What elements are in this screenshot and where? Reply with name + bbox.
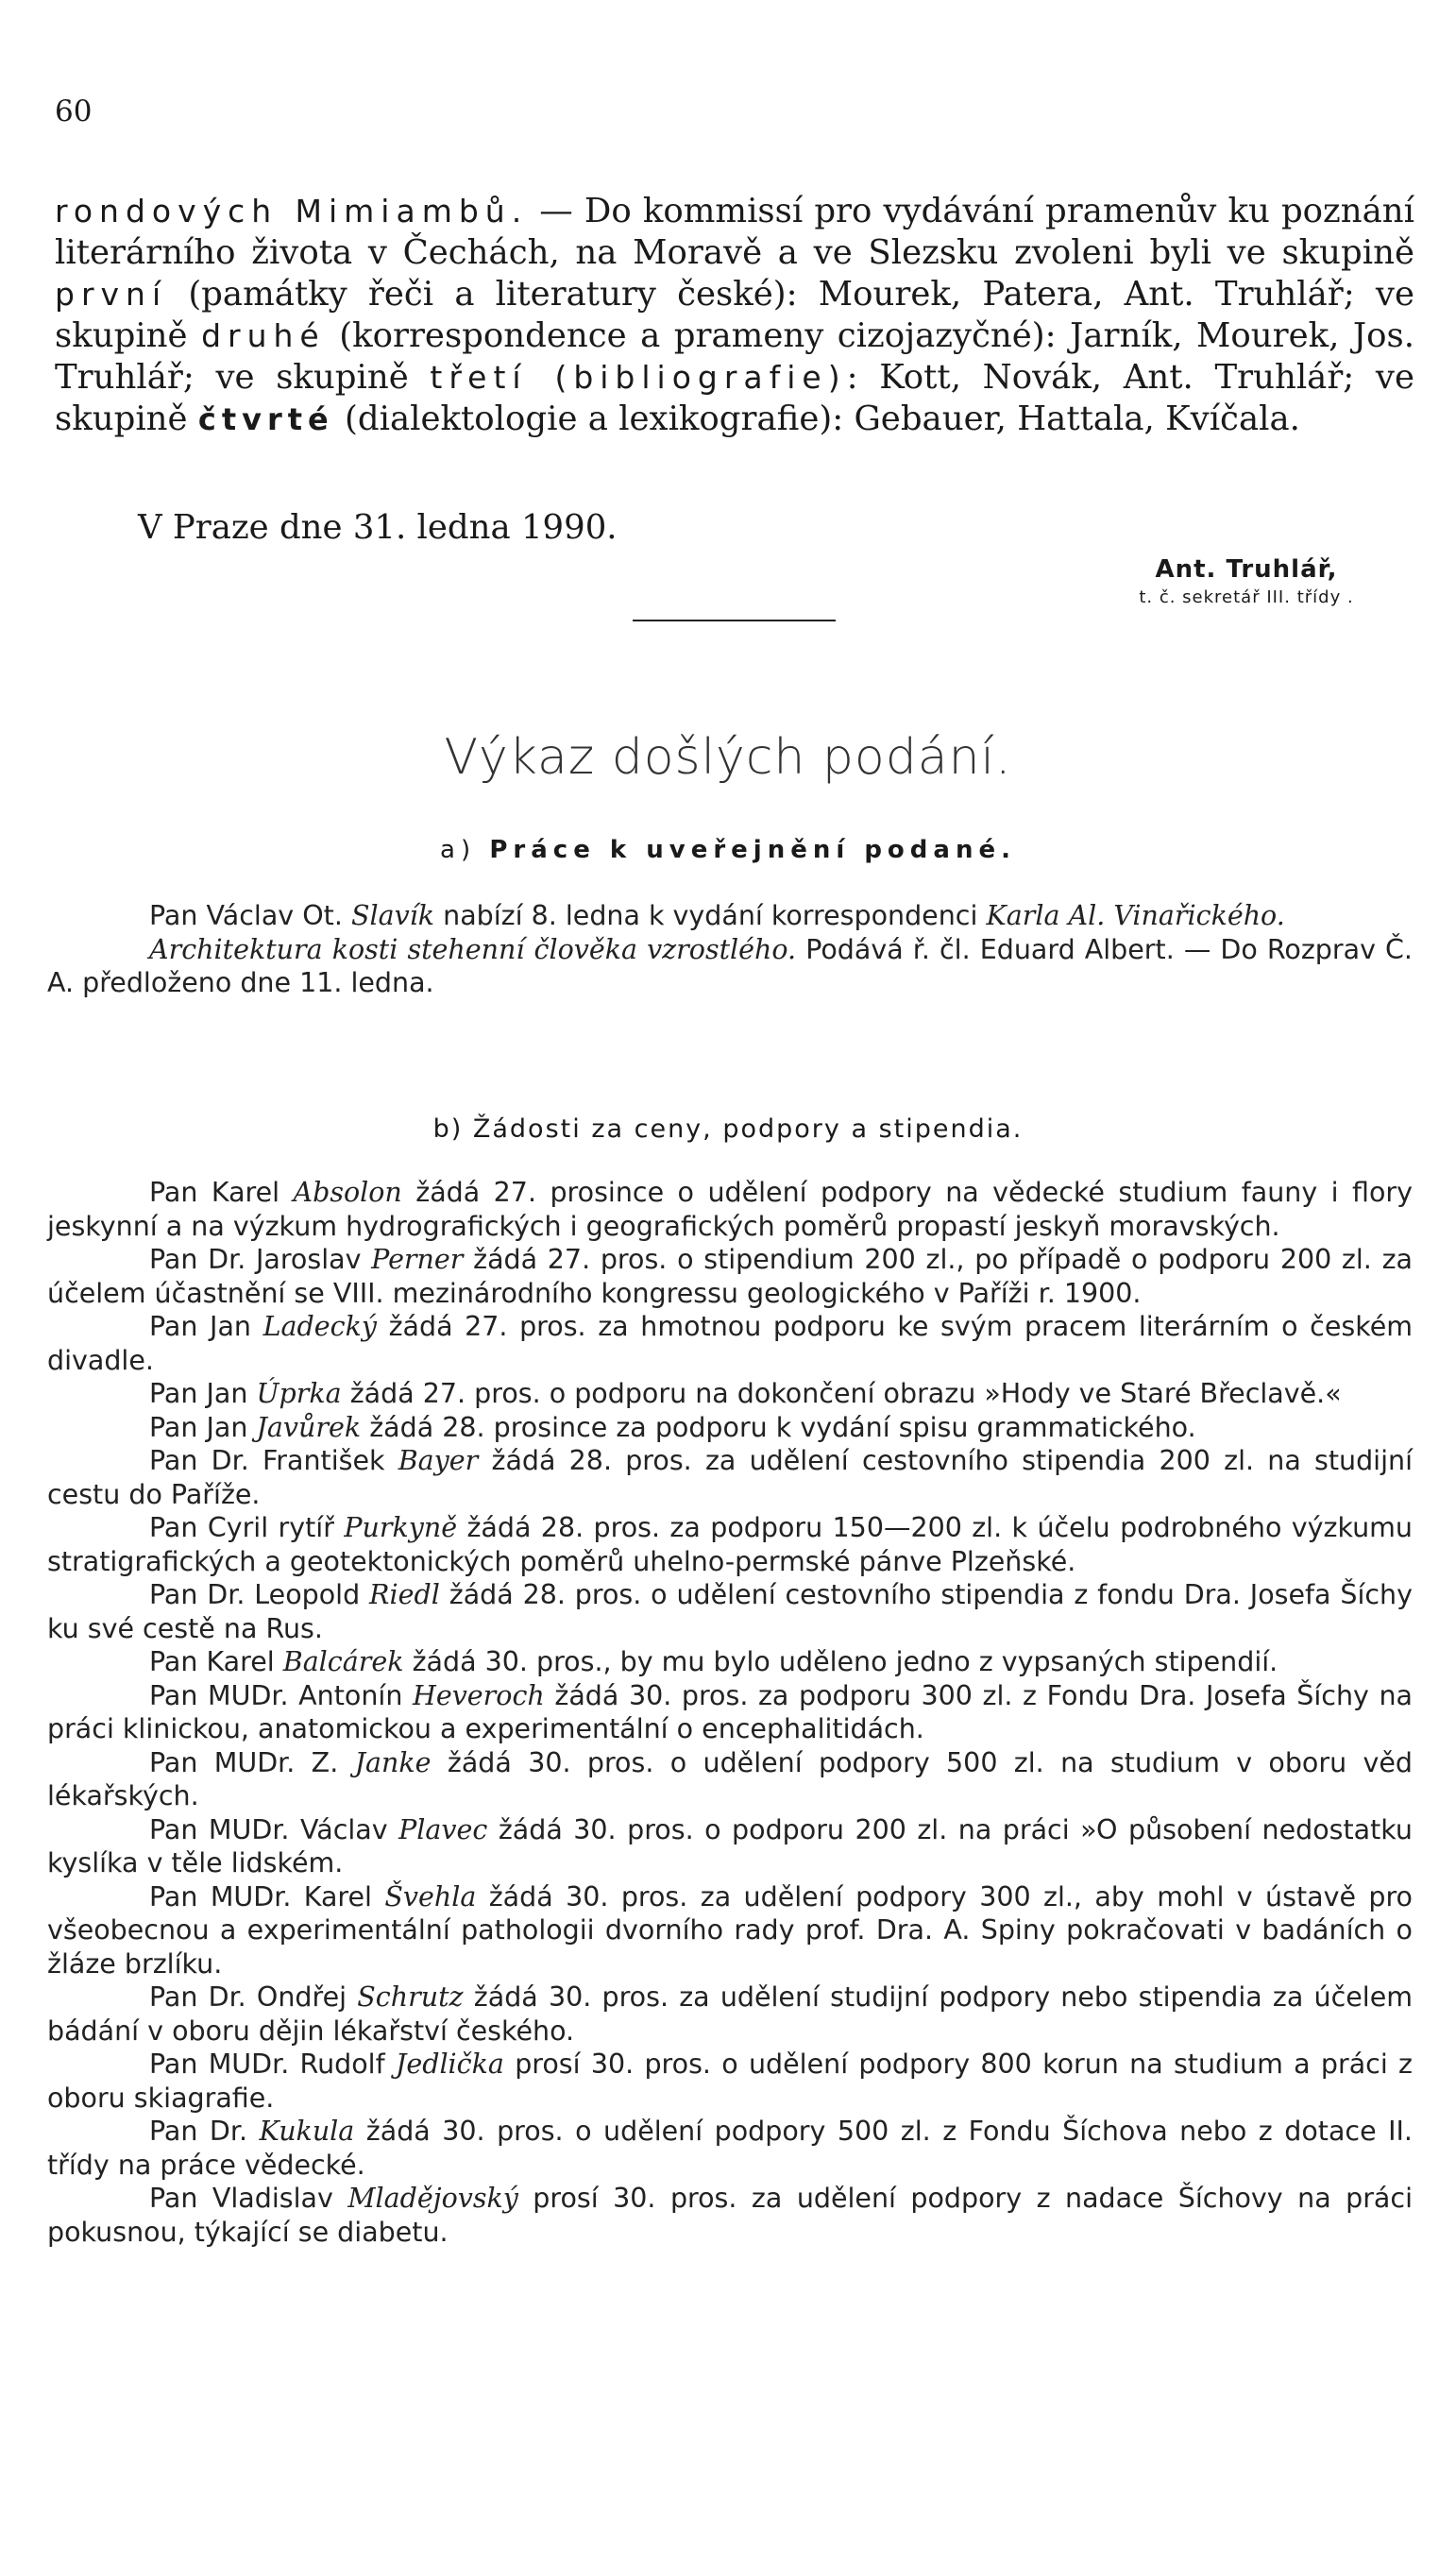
request-item: Pan Jan Ladecký žádá 27. pros. za hmotnou podporu ke svým pracem literárním o českém divadle. xyxy=(47,1311,1413,1376)
emphasis-group-3: třetí (bibliografie) xyxy=(430,359,847,396)
separator-rule xyxy=(633,620,836,621)
request-item: Pan MUDr. Antonín Heveroch žádá 30. pros. za podporu 300 zl. z Fondu Dra. Josefa Šíchy na práci klinickou, anatomickou a experimentální o encephalitidách. xyxy=(47,1679,1413,1744)
request-item: Pan Dr. Ondřej Schrutz žádá 30. pros. za udělení studijní podpory nebo stipendia za účelem bádání v oboru dějin lékařství českého. xyxy=(47,1981,1413,2047)
request-item: Pan Dr. František Bayer žádá 28. pros. za udělení cestovního stipendia 200 zl. na studijní cestu do Paříže. xyxy=(47,1445,1413,1510)
emphasis-group-4: čtvrté xyxy=(197,401,334,437)
heading-section-a: a) Práce k uveřejnění podané. xyxy=(440,836,1016,864)
request-item: Pan MUDr. Z. Janke žádá 30. pros. o udělení podpory 500 zl. na studium v oboru věd lékařských. xyxy=(47,1746,1413,1811)
heading-section-b: b) Žádosti za ceny, podpory a stipendia. xyxy=(432,1114,1024,1144)
request-item: Pan MUDr. Rudolf Jedlička prosí 30. pros. o udělení podpory 800 korun na studium a práci z oboru skiagrafie. xyxy=(47,2048,1413,2114)
section-title: Výkaz došlých podání. xyxy=(444,729,1012,786)
page-number: 60 xyxy=(55,94,93,128)
request-item: Pan Dr. Jaroslav Perner žádá 27. pros. o stipendium 200 zl., po případě o podporu 200 zl. za účelem účastnění se VIII. mezinárodního kongressu geologického v Paříži r. 1900. xyxy=(47,1244,1414,1309)
request-item: Pan Karel Balcárek žádá 30. pros., by mu bylo uděleno jedno z vypsaných stipendií. xyxy=(149,1646,1278,1677)
request-item: Pan Jan Úprka žádá 27. pros. o podporu na dokončení obrazu »Hody ve Staré Břeclavě.« xyxy=(149,1378,1342,1409)
section-b-body xyxy=(47,1176,1413,2249)
request-item: Pan Dr. Leopold Riedl žádá 28. pros. o udělení cestovního stipendia z fondu Dra. Josefa Šíchy ku své cestě na Rus. xyxy=(47,1579,1413,1644)
date-line: V Praze dne 31. ledna 1990. xyxy=(138,508,618,547)
signature-name: Ant. Truhlář, xyxy=(1155,555,1338,584)
request-item: Pan Vladislav Mladějovský prosí 30. pros. za udělení podpory z nadace Šíchovy na práci pokusnou, týkající se diabetu. xyxy=(47,2183,1413,2248)
emphasis-mimiamby: rondových Mimiambů. xyxy=(55,193,529,230)
signature-role: t. č. sekretář III. třídy . xyxy=(1139,587,1354,607)
request-item: Pan Cyril rytíř Purkyně žádá 28. pros. za podporu 150—200 zl. k účelu podrobného výzkumu stratigrafických a geotektonických poměrů uhelno-permské pánve Plzeňské. xyxy=(47,1512,1413,1577)
section-a-body xyxy=(47,899,1413,1000)
submission-paragraph: Pan Václav Ot. Slavík nabízí 8. ledna k vydání korrespondenci Karla Al. Vinařického. xyxy=(149,900,1285,931)
submission-paragraph: Architektura kosti stehenní člověka vzrostlého. Podává ř. čl. Eduard Albert. — Do Rozprav Č. A. předloženo dne 11. ledna. xyxy=(47,933,1413,998)
request-item: Pan Jan Javůrek žádá 28. prosince za podporu k vydání spisu grammatického. xyxy=(149,1411,1196,1443)
emphasis-group-1: první xyxy=(55,276,168,313)
request-item: Pan MUDr. Karel Švehla žádá 30. pros. za udělení podpory 300 zl., aby mohl v ústavě pro všeobecnou a experimentální pathologii dvorního rady prof. Dra. A. Spiny pokračovati v badáních o žláze brzlíku. xyxy=(47,1880,1413,1980)
request-item: Pan Dr. Kukula žádá 30. pros. o udělení podpory 500 zl. z Fondu Šíchova nebo z dotace II. třídy na práce vědecké. xyxy=(47,2116,1413,2181)
intro-paragraph: rondových Mimiambů. — Do kommissí pro vydávání pramenův ku poznání literárního života v Čechách, na Moravě a ve Slezsku zvoleni byli ve skupině první (památky řeči a literatury české): Mourek, Patera, Ant. Truhlář; ve skupině druhé (korrespondence a prameny cizojazyčné): Jarník, Mourek, Jos. Truhlář; ve skupině třetí (bibliografie): Kott, Novák, Ant. Truhlář; ve skupině čtvrté (dialektologie a lexikografie): Gebauer, Hattala, Kvíčala. xyxy=(55,192,1414,438)
signature-block xyxy=(1095,555,1397,607)
request-item: Pan MUDr. Václav Plavec žádá 30. pros. o podporu 200 zl. na práci »O působení nedostatku kyslíka v těle lidském. xyxy=(47,1813,1413,1878)
emphasis-group-2: druhé xyxy=(201,317,326,354)
request-item: Pan Karel Absolon žádá 27. prosince o udělení podpory na vědecké studium fauny i flory jeskynní a na výzkum hydrografických i geografických poměrů propastí jeskyň moravských. xyxy=(47,1177,1413,1242)
